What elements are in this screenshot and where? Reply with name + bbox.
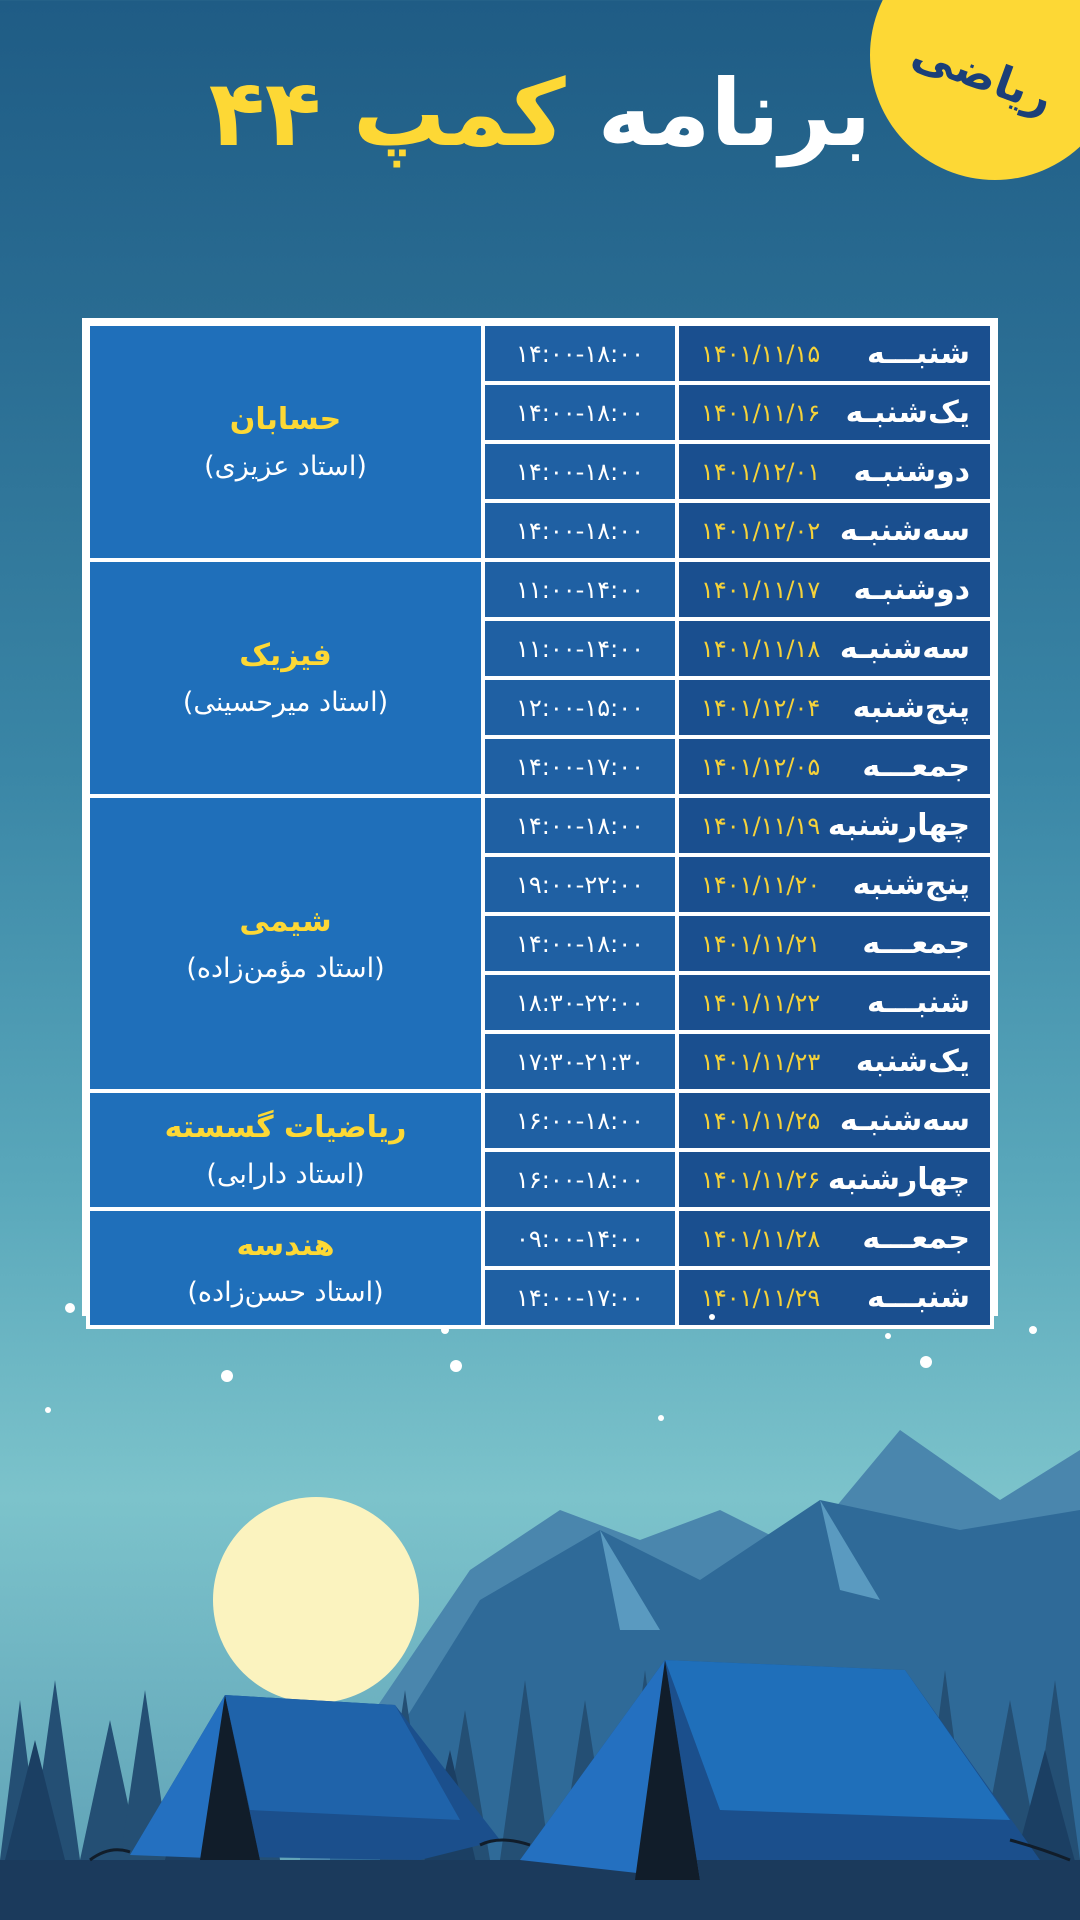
title-main: برنامه [597, 60, 872, 167]
teacher-name: (استاد مؤمن‌زاده) [186, 952, 385, 984]
subject-cell [88, 1091, 483, 1209]
time-range: ۱۴:۰۰-۱۸:۰۰ [483, 442, 677, 501]
time-range: ۰۹:۰۰-۱۴:۰۰ [483, 1209, 677, 1268]
day-cell [677, 560, 992, 619]
day-name: یک‌شنبه [855, 1044, 970, 1079]
date: ۱۴۰۱/۱۱/۲۵ [701, 1106, 821, 1135]
day-name: پنج‌شنبه [852, 690, 970, 725]
day-cell [677, 383, 992, 442]
date: ۱۴۰۱/۱۱/۱۶ [701, 398, 821, 427]
date: ۱۴۰۱/۱۱/۱۵ [701, 339, 821, 368]
date: ۱۴۰۱/۱۲/۰۴ [701, 693, 821, 722]
day-name: دوشنبـه [853, 572, 970, 607]
time-range: ۱۸:۳۰-۲۲:۰۰ [483, 973, 677, 1032]
time-range: ۱۴:۰۰-۱۸:۰۰ [483, 383, 677, 442]
date: ۱۴۰۱/۱۱/۲۲ [701, 988, 821, 1017]
day-name: شنبـــه [867, 985, 970, 1020]
time-range: ۱۶:۰۰-۱۸:۰۰ [483, 1150, 677, 1209]
schedule-row [88, 560, 992, 619]
date: ۱۴۰۱/۱۱/۲۹ [701, 1283, 821, 1312]
date: ۱۴۰۱/۱۲/۰۲ [701, 516, 821, 545]
day-cell [677, 1091, 992, 1150]
day-name: سه‌شنبـه [839, 513, 970, 548]
day-cell [677, 737, 992, 796]
day-cell [677, 855, 992, 914]
day-cell [677, 442, 992, 501]
teacher-name: (استاد حسن‌زاده) [187, 1277, 384, 1308]
date: ۱۴۰۱/۱۱/۲۰ [701, 870, 821, 899]
time-range: ۱۴:۰۰-۱۷:۰۰ [483, 1268, 677, 1327]
teacher-name: (استاد عزیزی) [204, 451, 367, 482]
subject-name: هندسه [236, 1228, 335, 1263]
schedule-table [82, 318, 998, 1316]
title-accent: کمپ ۴۴ [208, 60, 566, 167]
time-range: ۱۴:۰۰-۱۸:۰۰ [483, 324, 677, 383]
day-cell [677, 619, 992, 678]
schedule-row [88, 1209, 992, 1268]
date: ۱۴۰۱/۱۱/۱۹ [701, 811, 821, 840]
schedule-row [88, 796, 992, 855]
date: ۱۴۰۱/۱۲/۰۵ [701, 752, 821, 781]
schedule-row [88, 324, 992, 383]
schedule-row [88, 1091, 992, 1150]
day-cell [677, 796, 992, 855]
day-name: سه‌شنبـه [839, 1103, 970, 1138]
subject-name: شیمی [239, 903, 332, 939]
day-name: جمعـــه [862, 1221, 970, 1256]
day-cell [677, 1209, 992, 1268]
time-range: ۱۴:۰۰-۱۸:۰۰ [483, 796, 677, 855]
time-range: ۱۴:۰۰-۱۷:۰۰ [483, 737, 677, 796]
teacher-name: (استاد میرحسینی) [182, 687, 389, 718]
day-name: یک‌شنبـه [845, 395, 970, 430]
date: ۱۴۰۱/۱۲/۰۱ [701, 457, 821, 486]
moon [213, 1497, 419, 1703]
subject-cell [88, 560, 483, 796]
page-title [0, 60, 1080, 167]
day-name: پنج‌شنبه [852, 867, 970, 902]
date: ۱۴۰۱/۱۱/۲۱ [701, 929, 821, 958]
day-name: شنبـــه [867, 1280, 970, 1315]
stars [45, 1303, 1037, 1421]
subject-name: حسابان [229, 402, 342, 437]
date: ۱۴۰۱/۱۱/۱۸ [701, 634, 821, 663]
time-range: ۱۴:۰۰-۱۸:۰۰ [483, 914, 677, 973]
day-name: چهارشنبه [827, 1162, 970, 1197]
subject-name: فیزیک [239, 638, 332, 673]
date: ۱۴۰۱/۱۱/۲۶ [701, 1165, 821, 1194]
teacher-name: (استاد دارابی) [206, 1159, 365, 1190]
day-cell [677, 324, 992, 383]
badge-label: ریاضی [905, 26, 1060, 125]
time-range: ۱۹:۰۰-۲۲:۰۰ [483, 855, 677, 914]
date: ۱۴۰۱/۱۱/۲۸ [701, 1224, 821, 1253]
time-range: ۱۴:۰۰-۱۸:۰۰ [483, 501, 677, 560]
day-name: دوشنبـه [853, 454, 970, 489]
day-cell [677, 678, 992, 737]
time-range: ۱۱:۰۰-۱۴:۰۰ [483, 560, 677, 619]
time-range: ۱۱:۰۰-۱۴:۰۰ [483, 619, 677, 678]
date: ۱۴۰۱/۱۱/۲۳ [701, 1047, 821, 1076]
day-cell [677, 1150, 992, 1209]
subject-cell [88, 796, 483, 1091]
time-range: ۱۲:۰۰-۱۵:۰۰ [483, 678, 677, 737]
day-name: چهارشنبه [827, 808, 970, 843]
day-cell [677, 501, 992, 560]
camp-landscape-illustration [0, 1300, 1080, 1920]
day-cell [677, 1032, 992, 1091]
subject-cell [88, 324, 483, 560]
subject-name: ریاضیات گسسته [164, 1110, 407, 1145]
day-name: جمعـــه [862, 749, 970, 784]
day-name: جمعـــه [862, 926, 970, 961]
day-cell [677, 914, 992, 973]
date: ۱۴۰۱/۱۱/۱۷ [701, 575, 821, 604]
ground [0, 1860, 1080, 1920]
day-name: شنبـــه [867, 336, 970, 371]
time-range: ۱۶:۰۰-۱۸:۰۰ [483, 1091, 677, 1150]
day-name: سه‌شنبـه [839, 631, 970, 666]
day-cell [677, 973, 992, 1032]
time-range: ۱۷:۳۰-۲۱:۳۰ [483, 1032, 677, 1091]
